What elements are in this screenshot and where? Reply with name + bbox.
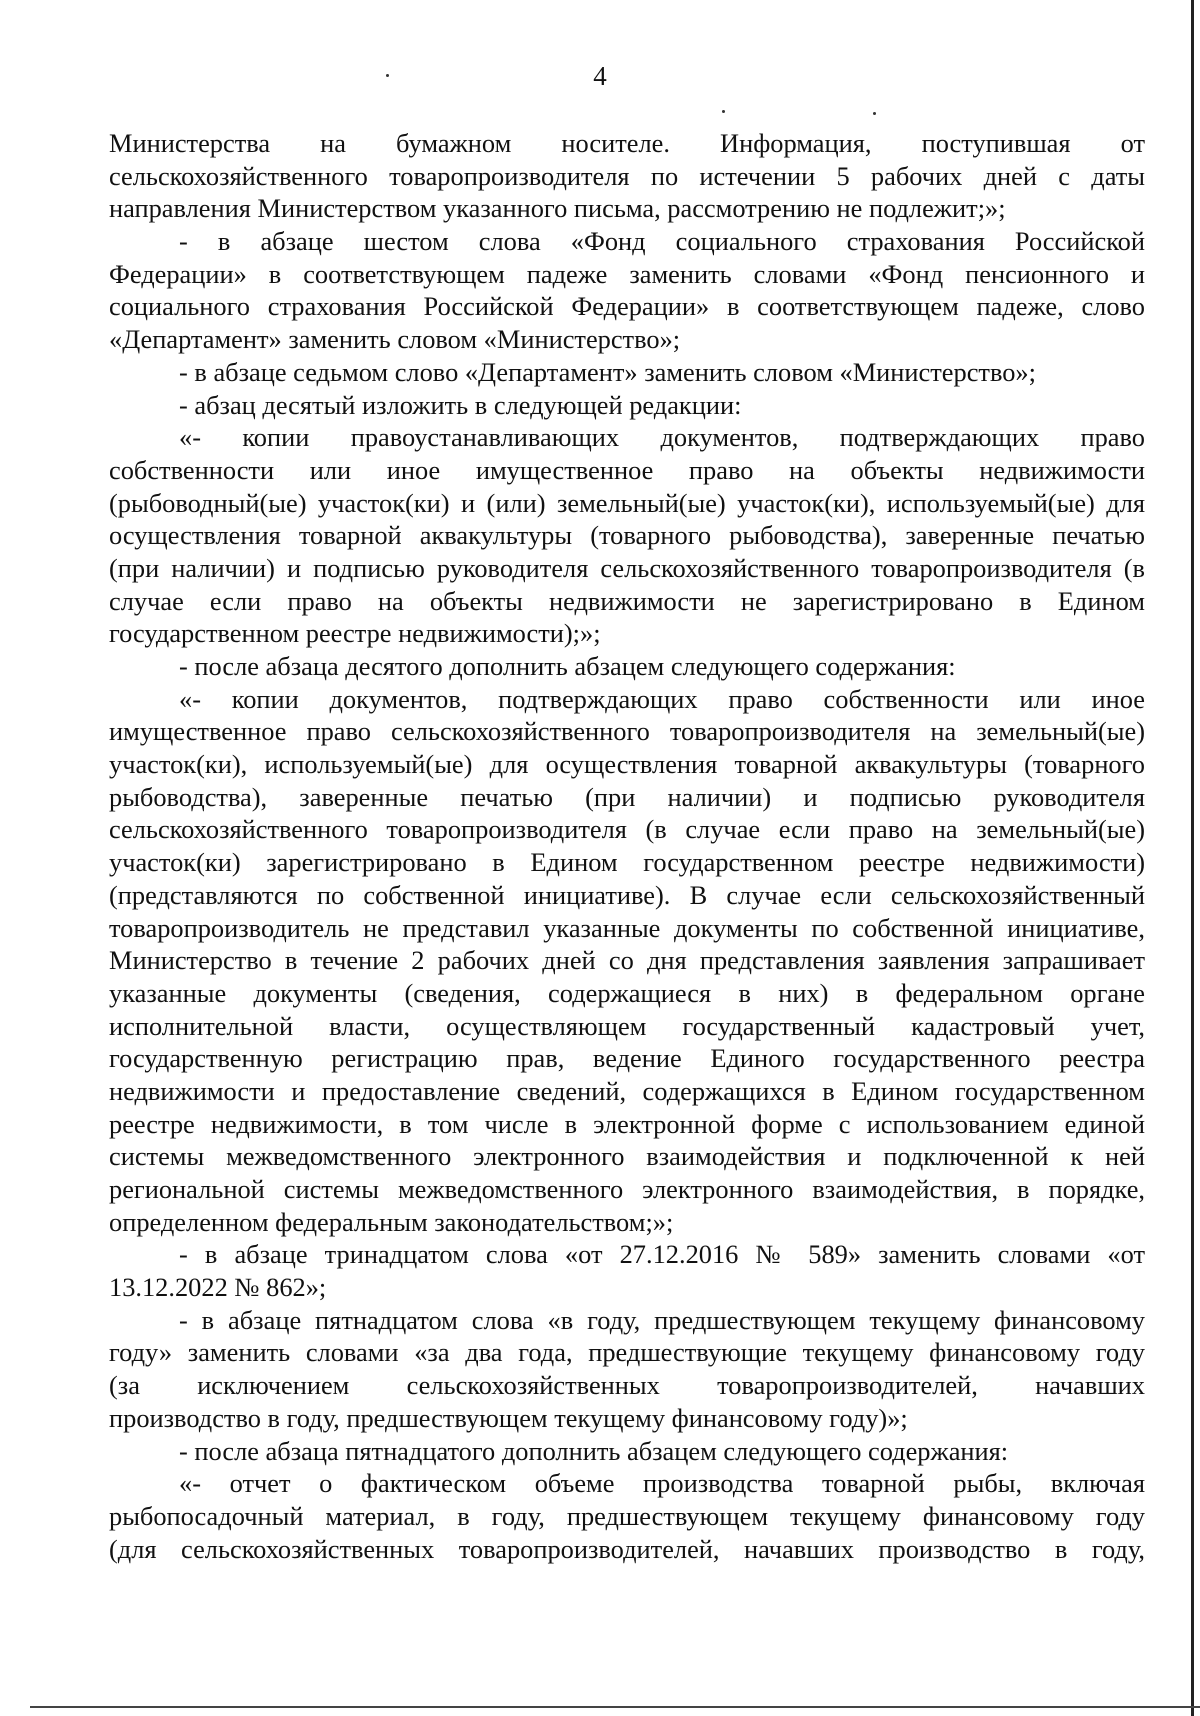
text-line: реестре недвижимости, в том числе в электронной форме с использованием единой — [109, 1108, 1145, 1139]
text-line: «- копии документов, подтверждающих право собственности или иное — [179, 683, 1145, 714]
text-line: Федерации» в соответствующем падеже заменить словами «Фонд пенсионного и — [109, 258, 1145, 289]
text-line: - в абзаце тринадцатом слова «от 27.12.2016 № 589» заменить словами «от — [179, 1239, 1145, 1270]
document-body — [109, 127, 1145, 1565]
text-line: недвижимости и предоставление сведений, содержащихся в Едином государственном — [109, 1075, 1145, 1106]
text-line: (для сельскохозяйственных товаропроизводителей, начавших производство в году, — [109, 1533, 1145, 1564]
text-line: сельскохозяйственного товаропроизводителя по истечении 5 рабочих дней с даты — [109, 160, 1145, 191]
text-line: направления Министерством указанного письма, рассмотрению не подлежит;»; — [109, 193, 1006, 224]
scan-speck — [386, 74, 389, 77]
text-line: 13.12.2022 № 862»; — [109, 1272, 327, 1303]
text-line: (при наличии) и подписью руководителя сельскохозяйственного товаропроизводителя (в — [109, 552, 1145, 583]
text-line: - абзац десятый изложить в следующей редакции: — [179, 389, 742, 420]
text-line: региональной системы межведомственного электронного взаимодействия, в порядке, — [109, 1174, 1145, 1204]
text-line: собственности или иное имущественное право на объекты недвижимости — [109, 454, 1145, 485]
text-line: участок(ки) зарегистрировано в Едином государственном реестре недвижимости) — [109, 847, 1145, 878]
text-line: производство в году, предшествующем текущему финансовому году)»; — [109, 1402, 908, 1433]
text-line: (за исключением сельскохозяйственных товаропроизводителей, начавших — [109, 1370, 1145, 1401]
text-line: - в абзаце седьмом слово «Департамент» заменить словом «Министерство»; — [179, 356, 1036, 387]
text-line: имущественное право сельскохозяйственного товаропроизводителя на земельный(ые) — [109, 716, 1145, 747]
text-line: государственном реестре недвижимости);»; — [109, 618, 601, 649]
scan-speck — [722, 110, 725, 113]
text-line: «- отчет о фактическом объеме производства товарной рыбы, включая — [179, 1468, 1145, 1499]
text-line: социального страхования Российской Федерации» в соответствующем падеже, слово — [109, 291, 1145, 322]
text-line: Министерство в течение 2 рабочих дней со дня представления заявления запрашивает — [109, 945, 1145, 976]
text-line: системы межведомственного электронного взаимодействия и подключенной к ней — [109, 1141, 1145, 1172]
text-line: определенном федеральным законодательством;»; — [109, 1206, 674, 1237]
text-line: осуществления товарной аквакультуры (товарного рыбоводства), заверенные печатью — [109, 520, 1145, 551]
text-line: - в абзаце шестом слова «Фонд социального страхования Российской — [179, 226, 1145, 257]
text-line: исполнительной власти, осуществляющем государственный кадастровый учет, — [109, 1010, 1145, 1041]
text-line: сельскохозяйственного товаропроизводителя (в случае если право на земельный(ые) — [109, 814, 1145, 845]
text-line: «Департамент» заменить словом «Министерство»; — [109, 324, 681, 355]
text-line: рыбоводства), заверенные печатью (при наличии) и подписью руководителя — [109, 781, 1145, 812]
text-line: - после абзаца пятнадцатого дополнить абзацем следующего содержания: — [179, 1435, 1009, 1466]
text-line: участок(ки), используемый(ые) для осуществления товарной аквакультуры (товарного — [109, 749, 1145, 780]
text-line: - в абзаце пятнадцатом слова «в году, предшествующем текущему финансовому — [179, 1304, 1145, 1335]
text-line: «- копии правоустанавливающих документов, подтверждающих право — [179, 422, 1145, 453]
text-line: году» заменить словами «за два года, предшествующие текущему финансовому году — [109, 1337, 1145, 1368]
text-line: (представляются по собственной инициативе). В случае если сельскохозяйственный — [109, 879, 1145, 910]
page-number: 4 — [593, 61, 607, 91]
text-line: рыбопосадочный материал, в году, предшествующем текущему финансовому году — [109, 1500, 1145, 1531]
text-line: указанные документы (сведения, содержащиеся в них) в федеральном органе — [109, 977, 1145, 1008]
text-line: случае если право на объекты недвижимости не зарегистрировано в Едином — [109, 585, 1145, 616]
text-line: - после абзаца десятого дополнить абзацем следующего содержания: — [179, 651, 956, 681]
scan-edge-bottom — [30, 1706, 1200, 1708]
scan-edge-right — [1191, 0, 1194, 1716]
text-line: товаропроизводитель не представил указанные документы по собственной инициативе, — [109, 912, 1145, 943]
text-line: государственную регистрацию прав, ведение Единого государственного реестра — [109, 1043, 1145, 1074]
text-line: (рыбоводный(ые) участок(ки) и (или) земельный(ые) участок(ки), используемый(ые) для — [109, 487, 1145, 518]
text-line: Министерства на бумажном носителе. Информация, поступившая от — [109, 128, 1145, 158]
scan-speck — [873, 112, 876, 115]
